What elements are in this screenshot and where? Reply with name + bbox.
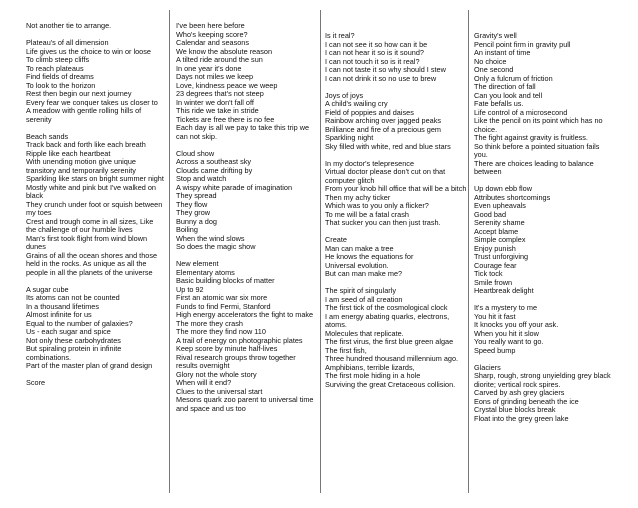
column-divider (468, 10, 469, 493)
poem-column-3: Is it real? I can not see it so how can it be I can not hear it so is it sound? I can not touch it so is it real? I can not taste it so why should I stew I can not drink it so no use to brew Joys of joys A child's wailing cry Field of poppies and daises Rainbow arching over jagged peaks Brilliance and fire of a precious gem Sparkling night Sky filled with white, red and blue stars In my doctor's telepresence Virtual doctor please don't cut on that computer glitch From your knob hill office that will be a bitch Then my achy ticker Which was to you only a flicker? To me will be a fatal crash That sucker you can then just trash. Create Man can make a tree He knows the equations for Universal evolution. But can man make me? The spirit of singularly I am seed of all creation The first tick of the cosmological clock I am energy abating quarks, electrons, atoms. Molecules that replicate. The first virus, the first blue green algae The first fish, Three hundred thousand millennium ago. Amphibians, terrible lizards, The first mole hiding in a hole Surviving the great Cretaceous collision. (325, 31, 467, 389)
column-divider (169, 10, 170, 493)
poem-column-2: I've been here before Who's keeping score? Calendar and seasons We know the absolute reason A tilted ride around the sun In one year it's done Days not miles we keep Love, kindness peace we weep 23 degrees that's not steep In winter we don't fall off This ride we take in stride Tickets are free there is no fee Each day is all we pay to take this trip we can not skip. Cloud show Across a southeast sky Clouds came drifting by Stop and watch A wispy white parade of imagination They spread They flow They grow Bunny a dog Boiling When the wind slows So does the magic show New element Elementary atoms Basic building blocks of matter Up to 92 First an atomic war six more Funds to find Fermi, Stanford High energy accelerators the fight to make The more they crash The more they find now 110 A trail of energy on photographic plates Keep score by minute half-lives Rival research groups throw together results overnight Glory not the whole story When will it end? Clues to the universal start Mesons quark zoo parent to universal time and space and us too (176, 21, 314, 413)
poem-column-1: Not another tie to arrange. Plateau's of all dimension Life gives us the choice to win or loose To climb steep cliffs To reach plateaus Find fields of dreams To look to the horizon Rest then begin our next journey Every fear we conquer takes us closer to A meadow with gentle rolling hills of serenity Beach sands Track back and forth like each breath Ripple like each heartbeat With unending motion give unique transitory and temporarily serenity Sparkling like stars on bright summer night Mostly white and pink but I've walked on black They crunch under foot or squish between my toes Crest and trough come in all sizes, Like the challenge of our humble lives Man's first took flight from wind blown dunes Grains of all the ocean shores and those held in the rocks. As unique as all the people in all the planets of the universe A sugar cube Its atoms can not be counted In a thousand lifetimes Almost infinite for us Equal to the number of galaxies? Us - each sugar and spice Not only these carbohydrates But spiraling protein in infinite combinations. Part of the master plan of grand design Score (26, 21, 164, 387)
column-divider (320, 10, 321, 493)
poem-column-4: Gravity's well Pencil point firm in gravity pull An instant of time No choice One second Only a fulcrum of friction The direction of fall Can you look and tell Fate befalls us. Life control of a microsecond Like the pencil on its point which has no choice. The fight against gravity is fruitless. So think before a pointed situation fails you. There are choices leading to balance between Up down ebb flow Attributes shortcomings Even upheavals Good bad Serenity shame Accept blame Simple complex Enjoy punish Trust unforgiving Courage fear Tick tock Smile frown Heartbreak delight It's a mystery to me You hit it fast It knocks you off your ask. When you hit it slow You really want to go. Speed bump Glaciers Sharp, rough, strong unyielding grey black diorite; vertical rock spires. Carved by ash grey glaciers Eons of grinding beneath the ice Crystal blue blocks break Float into the grey green lake (474, 31, 611, 423)
